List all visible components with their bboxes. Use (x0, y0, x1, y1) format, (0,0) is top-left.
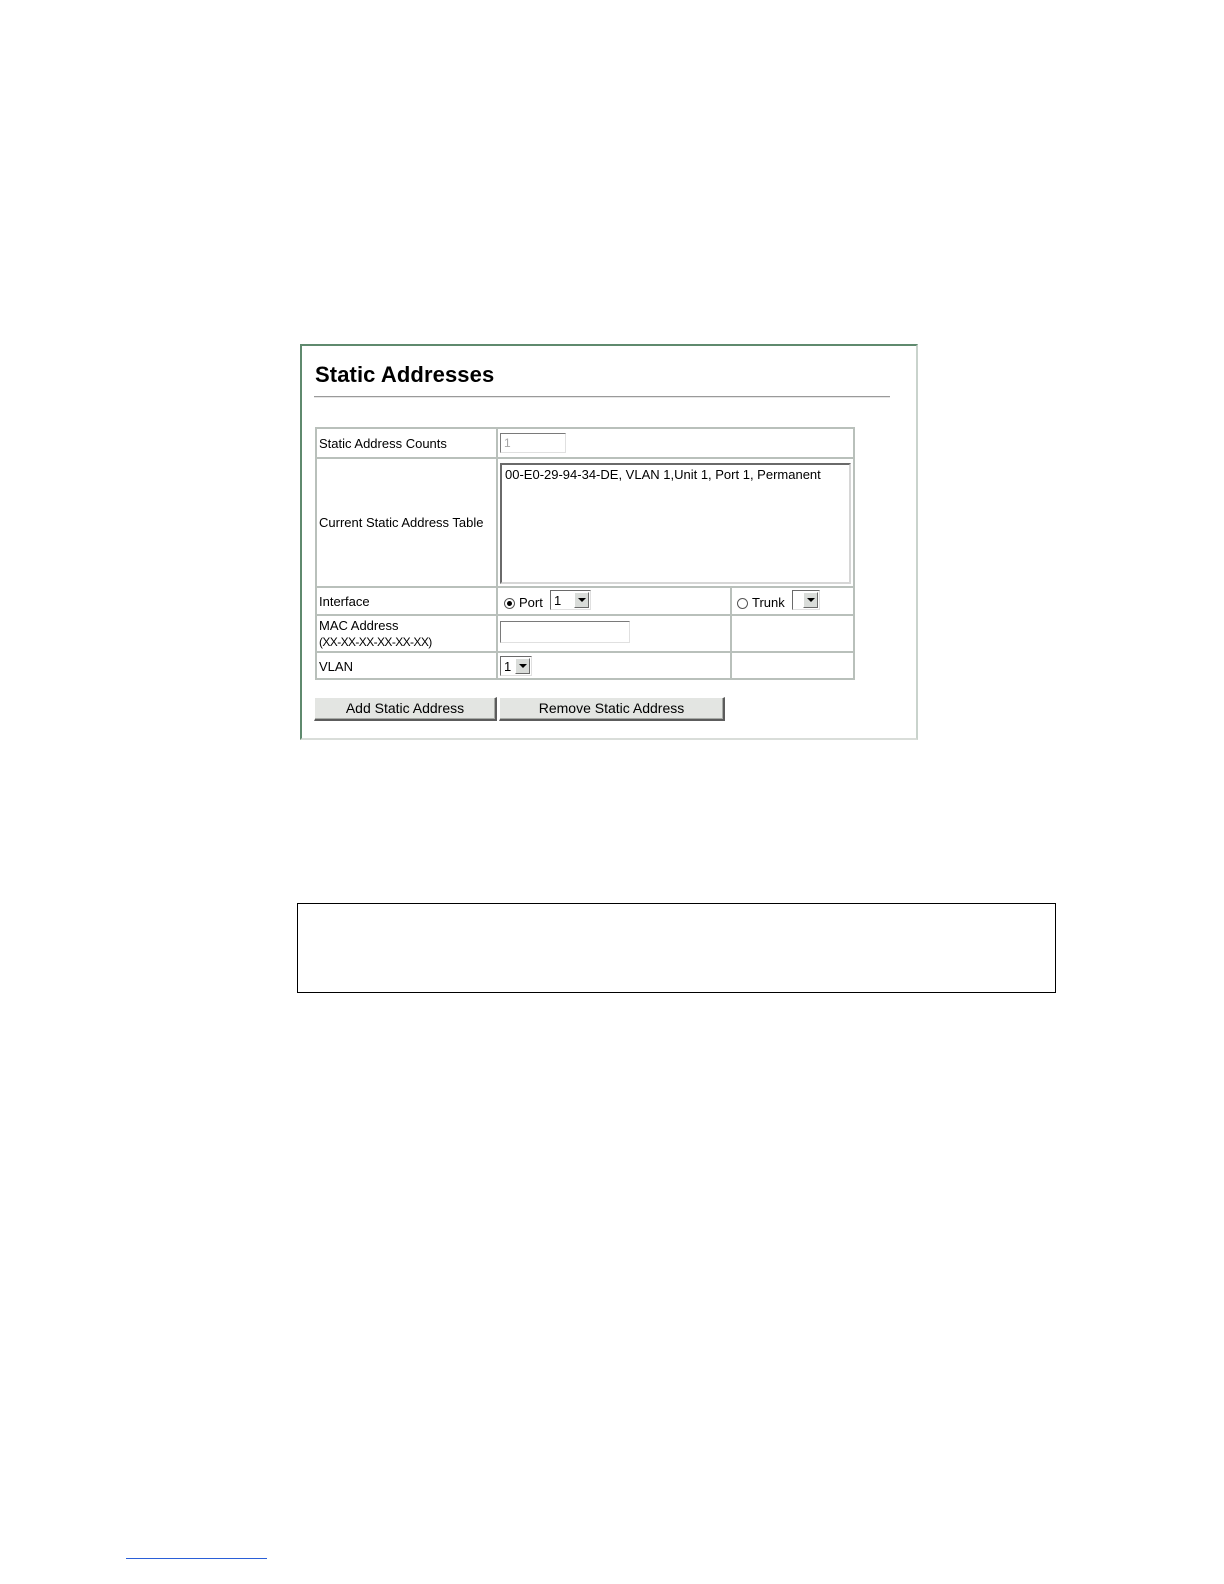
row-divider (317, 586, 853, 588)
mac-address-field[interactable] (500, 621, 630, 643)
add-static-address-button[interactable]: Add Static Address (314, 697, 497, 721)
page-title: Static Addresses (315, 362, 495, 387)
row-divider (317, 457, 853, 459)
trunk-select[interactable] (792, 590, 820, 610)
remove-static-address-button[interactable]: Remove Static Address (499, 697, 725, 721)
port-radio[interactable] (504, 598, 515, 609)
port-option-label: Port (519, 595, 543, 610)
port-select-value: 1 (554, 593, 562, 608)
chevron-down-icon[interactable] (515, 658, 530, 674)
port-select[interactable] (550, 590, 591, 610)
current-static-address-table-label: Current Static Address Table (319, 515, 484, 530)
footer-divider (126, 1558, 267, 1559)
row-divider (317, 614, 853, 616)
row-divider (317, 651, 853, 653)
interface-label: Interface (319, 594, 370, 609)
static-address-form (315, 427, 855, 680)
chevron-down-icon[interactable] (574, 592, 589, 608)
column-divider (496, 429, 498, 678)
static-addresses-panel (300, 344, 918, 740)
static-address-counts-field: 1 (500, 433, 566, 453)
title-divider (314, 396, 890, 398)
column-divider (730, 586, 732, 678)
mac-address-format-hint: (XX-XX-XX-XX-XX-XX) (319, 635, 432, 649)
vlan-select[interactable] (500, 656, 532, 676)
vlan-label: VLAN (319, 659, 353, 674)
trunk-radio[interactable] (737, 598, 748, 609)
vlan-select-value: 1 (504, 659, 512, 674)
static-address-entry[interactable]: 00-E0-29-94-34-DE, VLAN 1,Unit 1, Port 1, Permanent (505, 467, 821, 482)
trunk-option-label: Trunk (752, 595, 785, 610)
static-address-listbox[interactable] (500, 463, 851, 584)
chevron-down-icon[interactable] (803, 592, 818, 608)
note-box (297, 903, 1056, 993)
static-address-counts-label: Static Address Counts (319, 436, 447, 451)
mac-address-label: MAC Address (319, 618, 399, 633)
